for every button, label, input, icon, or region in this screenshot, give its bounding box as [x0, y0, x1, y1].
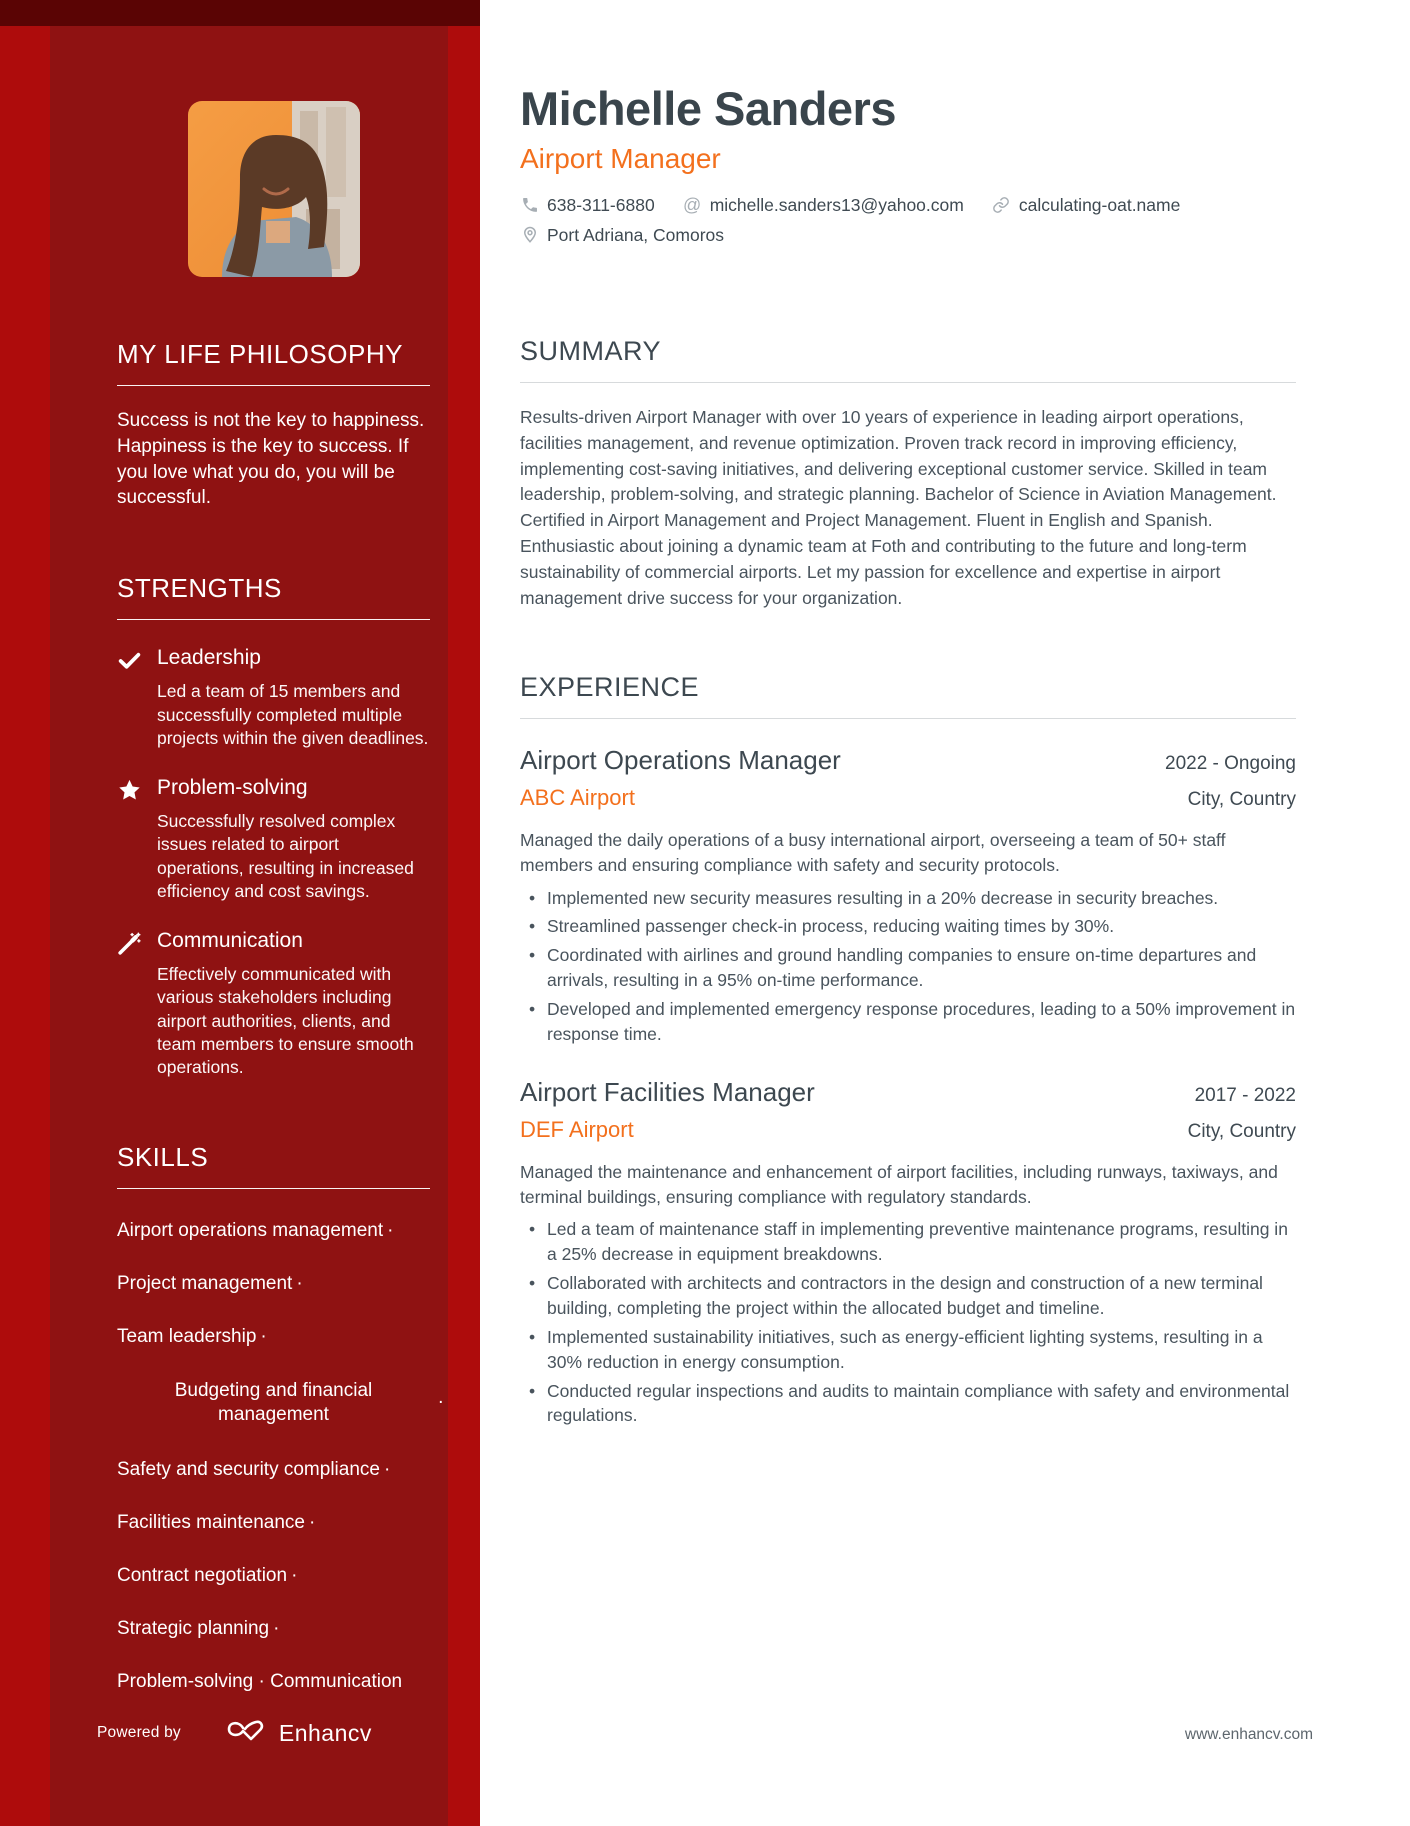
skill-item: Airport operations management · — [117, 1219, 394, 1241]
job-bullet: • Collaborated with architects and contractors in the design and construction of a new terminal building, completing the project within the allocated budget and timeline. — [520, 1271, 1296, 1321]
philosophy-divider — [117, 385, 430, 386]
enhancv-wordmark: Enhancv — [278, 1719, 372, 1746]
sidebar — [0, 0, 480, 1826]
strength-item-problem-solving — [117, 776, 430, 903]
strength-title: Problem-solving — [157, 776, 308, 800]
skill-item: Contract negotiation · — [117, 1564, 298, 1586]
sidebar-top-band — [0, 0, 480, 26]
skill-separator: · — [291, 1564, 298, 1586]
strength-item-leadership — [117, 646, 430, 750]
powered-by-label: Powered by — [97, 1724, 181, 1741]
strength-description: Successfully resolved complex issues related to airport operations, resulting in increased efficiency and cost savings. — [157, 811, 414, 901]
experience-entry — [520, 1077, 1296, 1429]
enhancv-brand-link[interactable] — [223, 1718, 372, 1748]
job-location: City, Country — [1187, 1120, 1296, 1142]
skill-item: Facilities maintenance · — [117, 1511, 316, 1533]
job-bullet: • Led a team of maintenance staff in implementing preventive maintenance programs, resulting in a 25% decrease in equipment breakdowns. — [520, 1217, 1296, 1267]
skill-separator: · — [308, 1511, 316, 1533]
job-dates: 2017 - 2022 — [1194, 1084, 1296, 1106]
main-content — [480, 0, 1410, 1826]
skill-item: Budgeting and financial management · — [174, 1379, 444, 1426]
skill-item: Project management · — [117, 1272, 303, 1294]
phone-contact — [520, 195, 655, 216]
job-company: DEF Airport — [520, 1116, 634, 1142]
strength-title: Communication — [157, 929, 303, 953]
phone-number: 638-311-6880 — [547, 194, 655, 215]
strength-description: Effectively communicated with various stakeholders including airport authorities, clients, and team members to ensure smooth operations. — [157, 964, 414, 1078]
philosophy-section — [117, 339, 430, 511]
candidate-name: Michelle Sanders — [520, 82, 896, 135]
candidate-title: Airport Manager — [520, 142, 721, 174]
skill-separator: · — [296, 1272, 303, 1294]
job-location: City, Country — [1187, 788, 1296, 810]
skills-section — [117, 1141, 444, 1693]
summary-heading: SUMMARY — [520, 335, 662, 366]
enhancv-website-link[interactable]: www.enhancv.com — [1184, 1726, 1313, 1743]
star-icon — [117, 776, 157, 903]
check-icon — [117, 646, 157, 750]
experience-section — [520, 672, 1296, 1428]
summary-section — [520, 336, 1296, 612]
experience-divider — [520, 718, 1296, 719]
skill-item: Problem-solving · Communication — [117, 1670, 403, 1692]
phone-icon — [520, 196, 539, 215]
sidebar-footer — [0, 1718, 480, 1748]
summary-divider — [520, 382, 1296, 383]
website-url: calculating-oat.name — [1018, 194, 1181, 215]
job-bullet-list — [520, 1217, 1296, 1428]
strength-item-communication — [117, 929, 430, 1079]
job-bullet: • Implemented new security measures resulting in a 20% decrease in security breaches. — [520, 886, 1296, 911]
skill-separator: · — [260, 1325, 267, 1347]
summary-text: Results-driven Airport Manager with over 10 years of experience in leading airport operations, facilities management, and revenue optimization. Proven track record in improving efficiency, implementing cost-saving initiatives, and delivering exceptional customer service. Skilled in team leadership, problem-solving, and strategic planning. Bachelor of Science in Aviation Management. Certified in Airport Management and Project Management. Fluent in English and Spanish. Enthusiastic about joining a dynamic team at Foth and contributing to the future and long-term sustainability of commercial airports. Let my passion for excellence and expertise in airport management drive success for your organization. — [520, 406, 1277, 608]
link-icon — [992, 196, 1011, 215]
strength-title: Leadership — [157, 646, 261, 670]
location-pin-icon — [520, 226, 539, 245]
philosophy-text: Success is not the key to happiness. Happiness is the key to success. If you love what you do, you will be successful. — [117, 410, 425, 509]
skill-item: Team leadership · — [117, 1325, 267, 1347]
job-bullet: • Conducted regular inspections and audits to maintain compliance with safety and environmental regulations. — [520, 1379, 1296, 1429]
skill-separator: · — [437, 1391, 444, 1413]
job-dates: 2022 - Ongoing — [1165, 752, 1296, 774]
job-bullet: • Developed and implemented emergency response procedures, leading to a 50% improvement in response time. — [520, 997, 1296, 1047]
experience-heading: EXPERIENCE — [520, 671, 700, 702]
location-contact — [520, 225, 724, 246]
profile-photo — [188, 101, 360, 277]
skill-item: Strategic planning · — [117, 1617, 280, 1639]
job-description: Managed the maintenance and enhancement of airport facilities, including runways, taxiways, and terminal buildings, ensuring compliance with regulatory standards. — [520, 1161, 1278, 1208]
strengths-divider — [117, 619, 430, 620]
skill-item: Safety and security compliance · — [117, 1458, 391, 1480]
strengths-section — [117, 573, 430, 1079]
philosophy-heading: MY LIFE PHILOSOPHY — [117, 339, 403, 369]
strengths-heading: STRENGTHS — [117, 573, 282, 604]
profile-photo-illustration — [188, 101, 360, 277]
skills-divider — [117, 1188, 430, 1189]
strength-description: Led a team of 15 members and successfully completed multiple projects within the given deadlines. — [157, 681, 429, 748]
magic-wand-icon — [117, 929, 157, 1079]
skill-separator: · — [383, 1458, 391, 1480]
job-title: Airport Facilities Manager — [520, 1076, 815, 1107]
job-description: Managed the daily operations of a busy international airport, overseeing a team of 50+ staff members and ensuring compliance with safety and security protocols. — [520, 829, 1226, 876]
experience-entry — [520, 745, 1296, 1047]
skill-separator: · — [387, 1219, 394, 1241]
job-bullet: • Streamlined passenger check-in process, reducing waiting times by 30%. — [520, 914, 1296, 939]
job-bullet: • Implemented sustainability initiatives, such as energy-efficient lighting systems, resulting in a 30% reduction in energy consumption. — [520, 1325, 1296, 1375]
job-bullet-list — [520, 886, 1296, 1047]
website-contact[interactable] — [992, 195, 1180, 216]
resume-header — [520, 84, 1296, 246]
email-address: michelle.sanders13@yahoo.com — [709, 194, 964, 215]
at-icon: @ — [683, 195, 702, 216]
email-contact[interactable] — [683, 195, 964, 216]
skills-heading: SKILLS — [117, 1141, 209, 1172]
job-company: ABC Airport — [520, 784, 635, 810]
job-bullet: • Coordinated with airlines and ground handling companies to ensure on-time departures and arrivals, resulting in a 95% on-time performance. — [520, 943, 1296, 993]
skill-separator: · — [273, 1617, 280, 1639]
enhancv-logo-icon — [223, 1718, 269, 1748]
location-text: Port Adriana, Comoros — [547, 224, 725, 245]
contact-info — [520, 195, 1296, 246]
job-title: Airport Operations Manager — [520, 744, 841, 775]
